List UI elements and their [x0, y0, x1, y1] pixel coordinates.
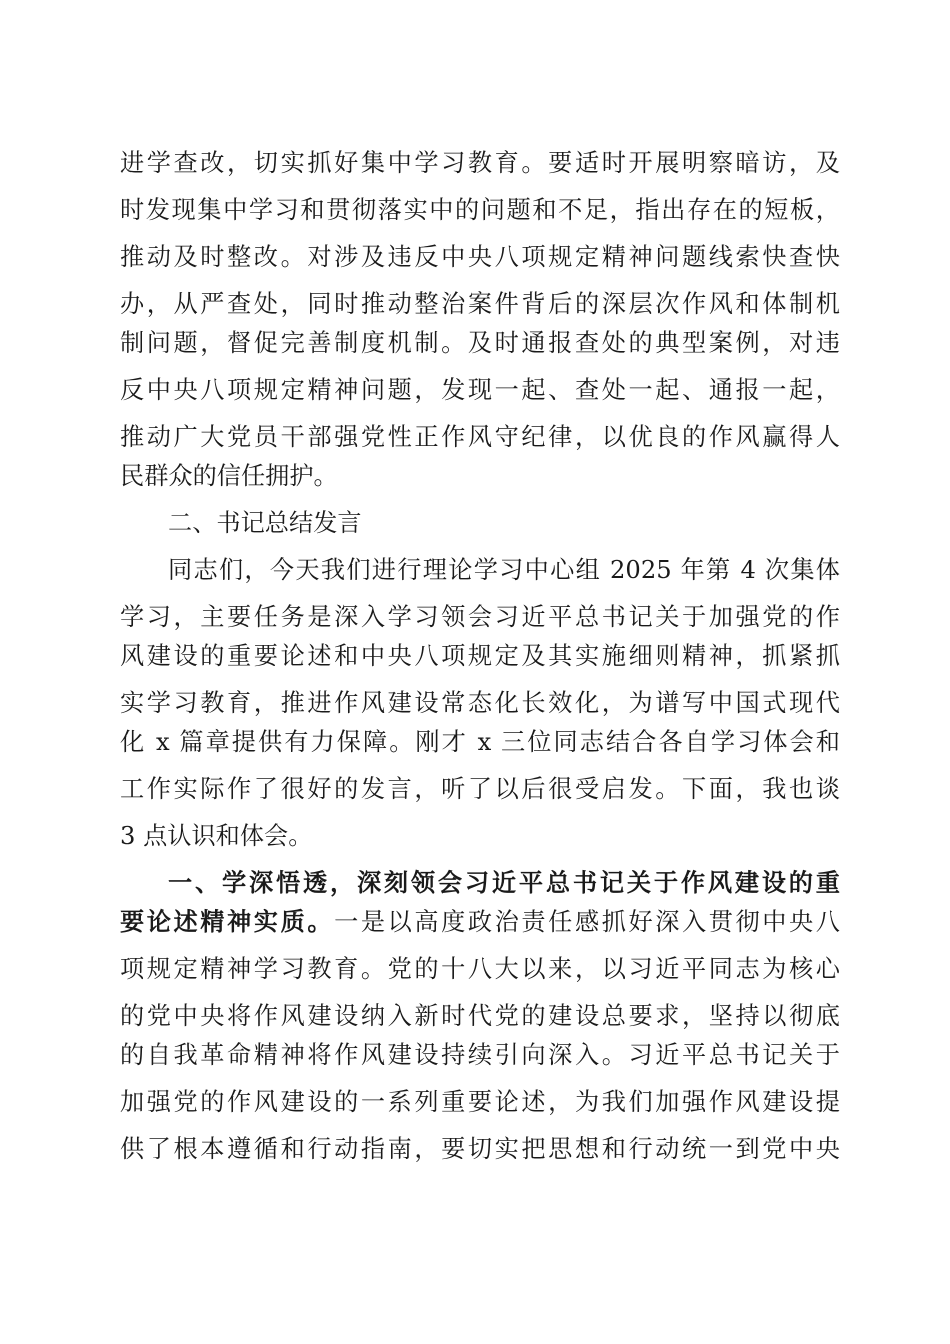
text-line: 反中央八项规定精神问题，发现一起、查处一起、通报一起， [120, 376, 840, 404]
text-line: 学习，主要任务是深入学习领会习近平总书记关于加强党的作 [120, 603, 840, 631]
bold-heading-line: 一、学深悟透，深刻领会习近平总书记关于作风建设的重 [168, 868, 840, 897]
text-line: 工作实际作了很好的发言，听了以后很受启发。下面，我也谈 [120, 775, 840, 803]
text-line: 的自我革命精神将作风建设持续引向深入。习近平总书记关于 [120, 1041, 840, 1069]
text-line: 项规定精神学习教育。党的十八大以来，以习近平同志为核心 [120, 955, 840, 983]
bold-heading-tail: 要论述精神实质。 [120, 907, 335, 936]
text-line: 3 点认识和体会。 [120, 822, 313, 850]
text-line: 时发现集中学习和贯彻落实中的问题和不足，指出存在的短板， [120, 196, 840, 224]
text-line: 加强党的作风建设的一系列重要论述，为我们加强作风建设提 [120, 1088, 840, 1116]
text-line: 进学查改，切实抓好集中学习教育。要适时开展明察暗访，及 [120, 149, 840, 177]
text-line [120, 904, 840, 940]
text-line: 实学习教育，推进作风建设常态化长效化，为谱写中国式现代 [120, 689, 840, 717]
text-line: 推动及时整改。对涉及违反中央八项规定精神问题线索快查快 [120, 243, 840, 271]
text-line: 风建设的重要论述和中央八项规定及其实施细则精神，抓紧抓 [120, 642, 840, 670]
text-line: 民群众的信任拥护。 [120, 462, 338, 490]
text-line: 同志们，今天我们进行理论学习中心组 2025 年第 4 次集体 [168, 556, 840, 584]
text-line: 办，从严查处，同时推动整治案件背后的深层次作风和体制机 [120, 290, 840, 318]
text-line: 供了根本遵循和行动指南，要切实把思想和行动统一到党中央 [120, 1135, 840, 1163]
section-heading: 二、书记总结发言 [168, 509, 362, 537]
text-line: 制问题，督促完善制度机制。及时通报查处的典型案例，对违 [120, 329, 840, 357]
text-line: 推动广大党员干部强党性正作风守纪律，以优良的作风赢得人 [120, 423, 840, 451]
text-line: 的党中央将作风建设纳入新时代党的建设总要求，坚持以彻底 [120, 1002, 840, 1030]
text-run: 一是以高度政治责任感抓好深入贯彻中央八 [334, 908, 840, 936]
text-line: 化 x 篇章提供有力保障。刚才 x 三位同志结合各自学习体会和 [120, 728, 840, 756]
